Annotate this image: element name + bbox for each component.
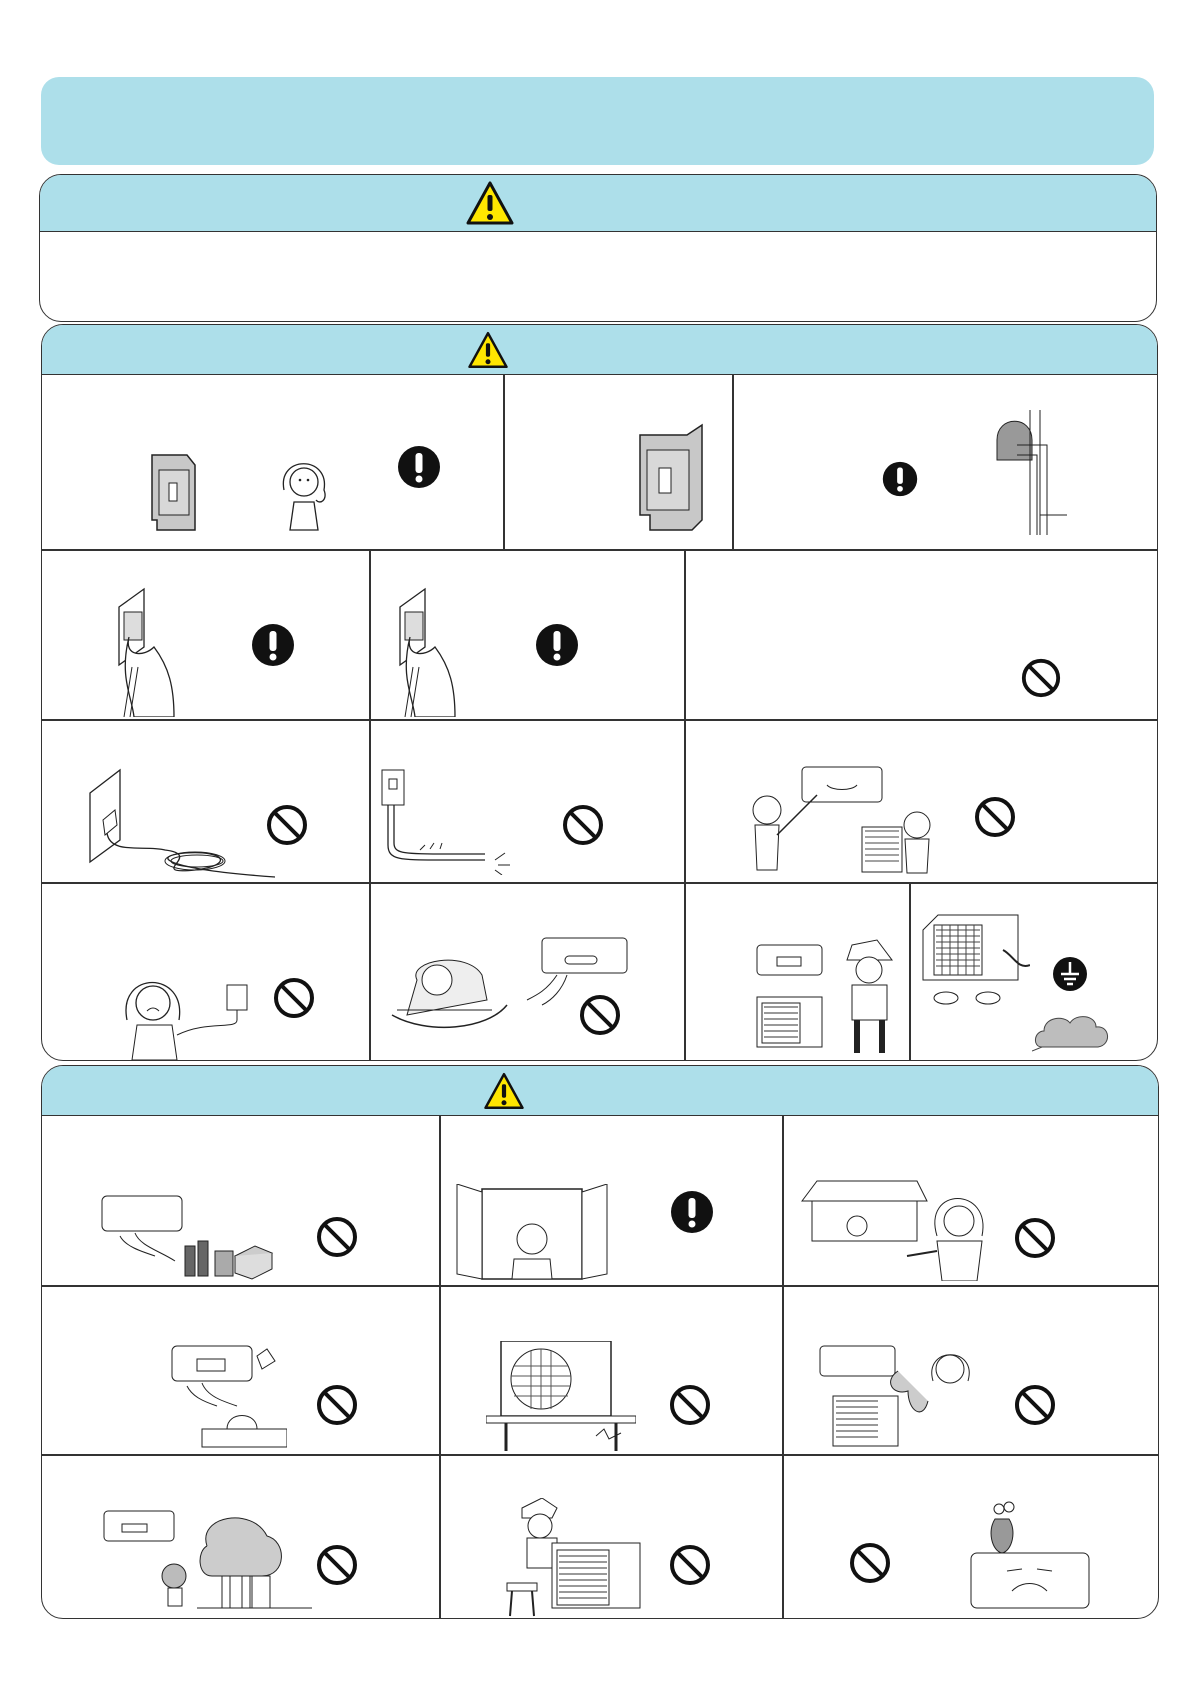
exclamation-circle-icon (397, 445, 441, 489)
prohibition-circle-icon (1013, 1216, 1057, 1260)
title-banner (41, 77, 1154, 165)
worker-and-unit-illustration (752, 935, 902, 1055)
unit-on-broken-stand-illustration (486, 1341, 636, 1453)
open-window-girl-illustration (452, 1184, 612, 1284)
circuit-breaker-illustration (632, 420, 712, 535)
warning-notice-box (39, 174, 1157, 322)
outdoor-unit-ground-illustration (918, 910, 1030, 1010)
prohibition-circle-icon (315, 1215, 359, 1259)
prohibition-circle-icon (1020, 657, 1062, 699)
prohibition-circle-icon (315, 1383, 359, 1427)
warning-triangle-icon (465, 180, 515, 226)
prohibition-circle-icon (272, 976, 316, 1020)
caution-section-header (42, 1066, 1158, 1116)
warning-triangle-icon (467, 330, 509, 370)
hand-plug-illustration (395, 587, 485, 717)
child-climbing-unit-illustration (502, 1498, 642, 1618)
prohibition-circle-icon (668, 1543, 712, 1587)
warning-notice-header (40, 175, 1156, 232)
cloud-speech-bubble (1032, 1011, 1112, 1055)
prohibition-circle-icon (973, 795, 1017, 839)
exclamation-circle-icon (535, 623, 579, 667)
girl-phone-illustration (272, 450, 337, 535)
prohibition-circle-icon (668, 1383, 712, 1427)
exclamation-circle-icon (670, 1190, 714, 1234)
unit-near-plants-illustration (102, 1506, 312, 1611)
warning-triangle-icon (483, 1071, 525, 1111)
exclamation-circle-icon (882, 461, 918, 497)
children-poking-unit-illustration (747, 765, 977, 880)
caution-section (41, 1065, 1159, 1619)
hand-plug-illustration (114, 587, 204, 717)
unit-above-food-illustration (100, 1191, 275, 1281)
prohibition-circle-icon (561, 803, 605, 847)
ground-earth-icon (1052, 956, 1088, 992)
prohibition-circle-icon (1013, 1383, 1057, 1427)
warning-section (41, 324, 1158, 1061)
plants-near-unit-illustration (818, 1341, 978, 1451)
girl-unplugging-illustration (117, 965, 267, 1060)
prohibition-circle-icon (265, 803, 309, 847)
wall-pipe-illustration (992, 410, 1067, 535)
prohibition-circle-icon (848, 1541, 892, 1585)
prohibition-circle-icon (315, 1543, 359, 1587)
damaged-cord-illustration (380, 765, 520, 875)
prohibition-circle-icon (578, 993, 622, 1037)
circuit-breaker-illustration (147, 445, 207, 535)
unit-over-stove-illustration (157, 1341, 287, 1449)
girl-touching-unit-illustration (797, 1176, 987, 1281)
coiled-cord-illustration (85, 765, 275, 880)
exclamation-circle-icon (251, 623, 295, 667)
vase-on-unit-illustration (967, 1501, 1092, 1613)
warning-section-header (42, 325, 1157, 375)
